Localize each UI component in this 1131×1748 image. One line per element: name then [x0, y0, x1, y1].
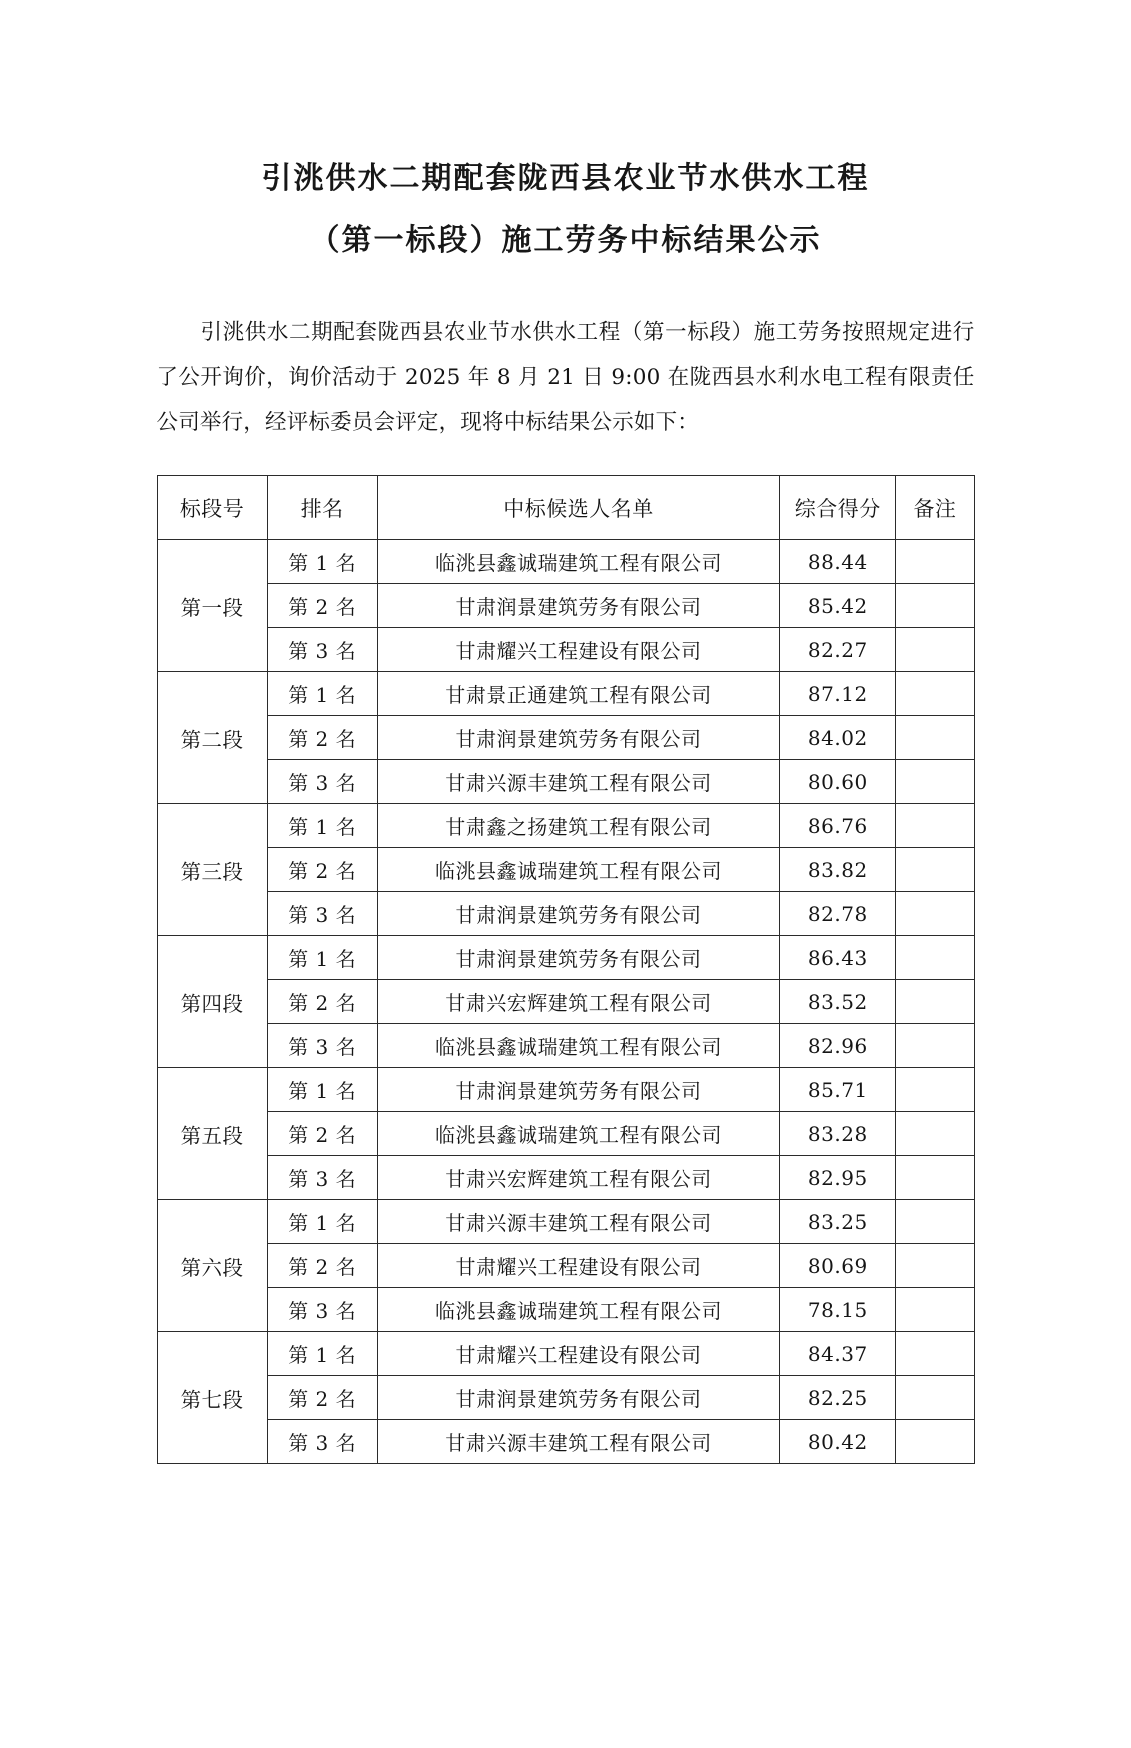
cell-rank: 第 1 名	[267, 1332, 377, 1376]
table-row	[157, 584, 974, 628]
cell-candidate-name: 甘肃润景建筑劳务有限公司	[377, 892, 779, 936]
cell-total-score: 82.96	[780, 1024, 896, 1068]
table-row	[157, 1420, 974, 1464]
cell-remarks	[896, 1244, 974, 1288]
table-row	[157, 980, 974, 1024]
title-line-1: 引洮供水二期配套陇西县农业节水供水工程	[261, 161, 870, 196]
table-row	[157, 1376, 974, 1420]
cell-total-score: 83.82	[780, 848, 896, 892]
cell-candidate-name: 临洮县鑫诚瑞建筑工程有限公司	[377, 848, 779, 892]
table-body	[157, 540, 974, 1464]
cell-candidate-name: 甘肃润景建筑劳务有限公司	[377, 716, 779, 760]
header-candidate-name: 中标候选人名单	[377, 476, 779, 540]
cell-rank: 第 2 名	[267, 848, 377, 892]
table-row	[157, 804, 974, 848]
cell-remarks	[896, 760, 974, 804]
body-paragraph: 引洮供水二期配套陇西县农业节水供水工程（第一标段）施工劳务按照规定进行了公开询价，询价活动于 2025 年 8 月 21 日 9:00 在陇西县水利水电工程有限责任公司举行，经评标委员会评定，现将中标结果公示如下：	[156, 320, 975, 435]
cell-rank: 第 1 名	[267, 672, 377, 716]
header-total-score: 综合得分	[780, 476, 896, 540]
results-table-wrapper	[157, 475, 975, 1464]
cell-rank: 第 3 名	[267, 628, 377, 672]
cell-remarks	[896, 1288, 974, 1332]
table-row	[157, 1288, 974, 1332]
cell-candidate-name: 临洮县鑫诚瑞建筑工程有限公司	[377, 1112, 779, 1156]
header-remarks: 备注	[896, 476, 974, 540]
cell-total-score: 78.15	[780, 1288, 896, 1332]
cell-candidate-name: 甘肃耀兴工程建设有限公司	[377, 1332, 779, 1376]
cell-remarks	[896, 848, 974, 892]
cell-lot-number: 第四段	[157, 936, 267, 1068]
cell-rank: 第 3 名	[267, 892, 377, 936]
cell-lot-number: 第六段	[157, 1200, 267, 1332]
cell-candidate-name: 甘肃润景建筑劳务有限公司	[377, 584, 779, 628]
table-row	[157, 628, 974, 672]
cell-remarks	[896, 804, 974, 848]
cell-total-score: 80.60	[780, 760, 896, 804]
cell-candidate-name: 甘肃兴宏辉建筑工程有限公司	[377, 980, 779, 1024]
cell-candidate-name: 甘肃景正通建筑工程有限公司	[377, 672, 779, 716]
cell-candidate-name: 甘肃兴源丰建筑工程有限公司	[377, 1200, 779, 1244]
cell-total-score: 85.42	[780, 584, 896, 628]
header-lot-number: 标段号	[157, 476, 267, 540]
cell-candidate-name: 甘肃耀兴工程建设有限公司	[377, 628, 779, 672]
cell-remarks	[896, 980, 974, 1024]
cell-total-score: 88.44	[780, 540, 896, 584]
cell-total-score: 83.28	[780, 1112, 896, 1156]
cell-remarks	[896, 716, 974, 760]
body-paragraph-block	[157, 310, 975, 445]
table-row	[157, 1024, 974, 1068]
cell-candidate-name: 甘肃兴源丰建筑工程有限公司	[377, 1420, 779, 1464]
table-header	[157, 476, 974, 540]
cell-remarks	[896, 628, 974, 672]
cell-rank: 第 3 名	[267, 1156, 377, 1200]
cell-candidate-name: 甘肃兴宏辉建筑工程有限公司	[377, 1156, 779, 1200]
cell-rank: 第 2 名	[267, 716, 377, 760]
cell-lot-number: 第三段	[157, 804, 267, 936]
cell-rank: 第 1 名	[267, 1068, 377, 1112]
cell-remarks	[896, 584, 974, 628]
cell-rank: 第 2 名	[267, 1376, 377, 1420]
cell-rank: 第 1 名	[267, 540, 377, 584]
cell-remarks	[896, 1024, 974, 1068]
cell-rank: 第 2 名	[267, 1244, 377, 1288]
cell-rank: 第 3 名	[267, 1288, 377, 1332]
cell-total-score: 87.12	[780, 672, 896, 716]
cell-lot-number: 第二段	[157, 672, 267, 804]
cell-rank: 第 3 名	[267, 1024, 377, 1068]
cell-candidate-name: 甘肃润景建筑劳务有限公司	[377, 1376, 779, 1420]
cell-candidate-name: 甘肃耀兴工程建设有限公司	[377, 1244, 779, 1288]
cell-rank: 第 2 名	[267, 1112, 377, 1156]
cell-total-score: 84.37	[780, 1332, 896, 1376]
cell-remarks	[896, 1156, 974, 1200]
cell-remarks	[896, 540, 974, 584]
cell-lot-number: 第五段	[157, 1068, 267, 1200]
cell-lot-number: 第一段	[157, 540, 267, 672]
cell-lot-number: 第七段	[157, 1332, 267, 1464]
cell-total-score: 86.76	[780, 804, 896, 848]
title-line-2: （第一标段）施工劳务中标结果公示	[309, 223, 822, 258]
cell-total-score: 83.25	[780, 1200, 896, 1244]
table-row	[157, 716, 974, 760]
table-row	[157, 672, 974, 716]
cell-remarks	[896, 1332, 974, 1376]
table-row	[157, 1068, 974, 1112]
table-row	[157, 1156, 974, 1200]
cell-rank: 第 3 名	[267, 760, 377, 804]
cell-remarks	[896, 1068, 974, 1112]
table-row	[157, 1244, 974, 1288]
cell-total-score: 80.42	[780, 1420, 896, 1464]
table-row	[157, 760, 974, 804]
cell-remarks	[896, 1420, 974, 1464]
cell-candidate-name: 甘肃鑫之扬建筑工程有限公司	[377, 804, 779, 848]
cell-remarks	[896, 672, 974, 716]
cell-remarks	[896, 1376, 974, 1420]
cell-total-score: 86.43	[780, 936, 896, 980]
cell-total-score: 83.52	[780, 980, 896, 1024]
cell-rank: 第 1 名	[267, 804, 377, 848]
cell-rank: 第 1 名	[267, 1200, 377, 1244]
document-title	[0, 148, 1131, 272]
cell-remarks	[896, 936, 974, 980]
table-row	[157, 1200, 974, 1244]
cell-candidate-name: 临洮县鑫诚瑞建筑工程有限公司	[377, 540, 779, 584]
bid-results-table	[157, 475, 975, 1464]
table-row	[157, 1112, 974, 1156]
header-rank: 排名	[267, 476, 377, 540]
cell-rank: 第 2 名	[267, 980, 377, 1024]
table-row	[157, 848, 974, 892]
table-row	[157, 892, 974, 936]
cell-remarks	[896, 892, 974, 936]
cell-total-score: 85.71	[780, 1068, 896, 1112]
table-header-row	[157, 476, 974, 540]
cell-total-score: 82.25	[780, 1376, 896, 1420]
table-row	[157, 936, 974, 980]
cell-candidate-name: 甘肃兴源丰建筑工程有限公司	[377, 760, 779, 804]
cell-total-score: 80.69	[780, 1244, 896, 1288]
cell-candidate-name: 甘肃润景建筑劳务有限公司	[377, 936, 779, 980]
cell-rank: 第 2 名	[267, 584, 377, 628]
cell-remarks	[896, 1200, 974, 1244]
table-row	[157, 540, 974, 584]
cell-total-score: 84.02	[780, 716, 896, 760]
cell-total-score: 82.95	[780, 1156, 896, 1200]
cell-candidate-name: 临洮县鑫诚瑞建筑工程有限公司	[377, 1024, 779, 1068]
cell-total-score: 82.27	[780, 628, 896, 672]
cell-rank: 第 1 名	[267, 936, 377, 980]
cell-total-score: 82.78	[780, 892, 896, 936]
table-row	[157, 1332, 974, 1376]
cell-candidate-name: 临洮县鑫诚瑞建筑工程有限公司	[377, 1288, 779, 1332]
cell-candidate-name: 甘肃润景建筑劳务有限公司	[377, 1068, 779, 1112]
cell-rank: 第 3 名	[267, 1420, 377, 1464]
cell-remarks	[896, 1112, 974, 1156]
document-page	[0, 148, 1131, 1748]
